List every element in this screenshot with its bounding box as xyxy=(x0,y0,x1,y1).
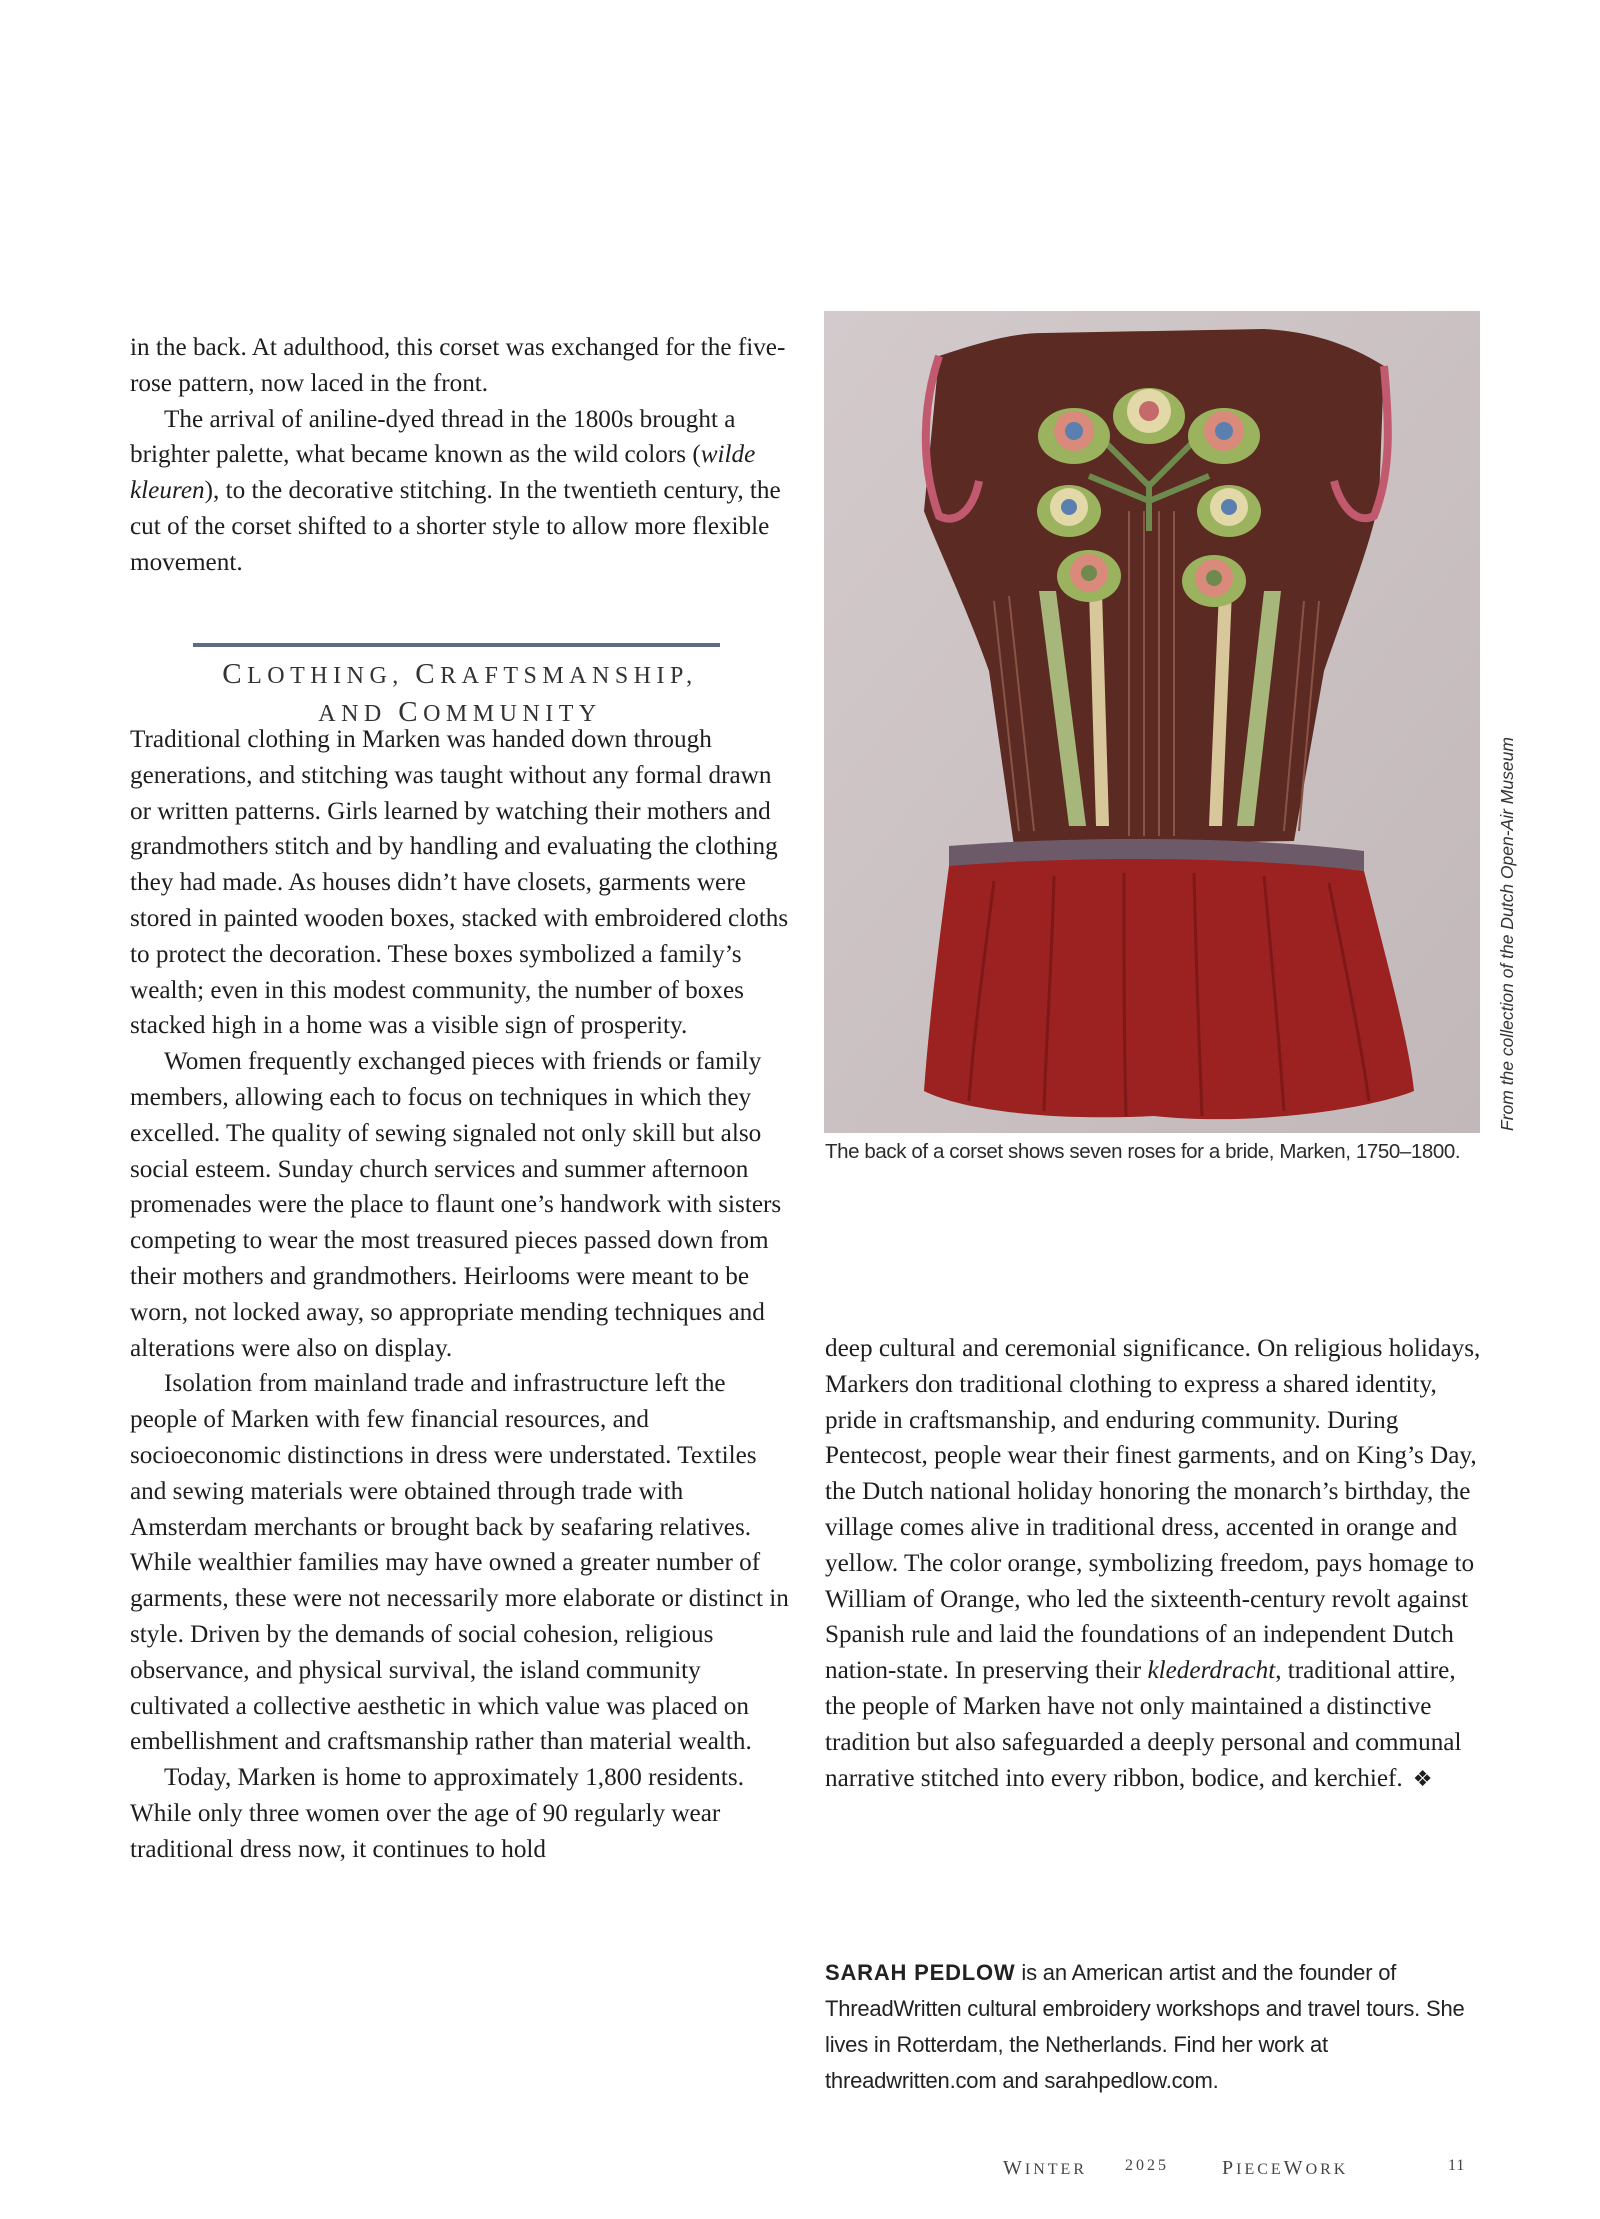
paragraph xyxy=(825,1331,1485,1797)
paragraph-text: The arrival of aniline-dyed thread in the 1800s brought a brighter palette, what became known as the wild colors ( xyxy=(130,405,736,469)
italic-term: wilde kleuren xyxy=(130,441,756,505)
photo-caption: The back of a corset shows seven roses for a bride, Marken, 1750–1800. xyxy=(825,1140,1461,1163)
left-column-top xyxy=(130,330,790,581)
bio-text: is an American artist and the founder of ThreadWritten cultural embroidery workshops and travel tours. She lives in Rotterdam, the Netherlands. Find her work at threadwritten.com and sarahpedlow.com. xyxy=(825,1960,1465,2093)
paragraph-text: , traditional attire, the people of Marken have not only maintained a distinctive tradition but also safeguarded a deeply personal and communal narrative stitched into every ribbon, bodice, and kerchief. xyxy=(825,1657,1462,1792)
heading-text: LOTHING, xyxy=(247,663,416,689)
right-column-main xyxy=(825,1331,1485,1797)
heading-initial: C xyxy=(415,658,441,690)
section-heading xyxy=(130,656,790,732)
heading-initial: C xyxy=(222,658,248,690)
left-column-main xyxy=(130,722,790,1868)
paragraph: Traditional clothing in Marken was handed down through generations, and stitching was taught without any formal drawn or written patterns. Girls learned by watching their mothers and grandmothers stitch and by handling and evaluating the clothing they had made. As houses didn’t have closets, garments were stored in painted wooden boxes, stacked with embroidered cloths to protect the decoration. These boxes symbolized a family’s wealth; even in this modest community, the number of boxes stacked high in a home was a visible sign of prosperity. xyxy=(130,726,789,1040)
heading-text: RAFTSMANSHIP, xyxy=(440,663,698,689)
folio-year: 2025 xyxy=(1125,2157,1169,2174)
folio-initial: W xyxy=(1003,2157,1025,2179)
corset-illustration xyxy=(824,311,1480,1133)
paragraph-text: deep cultural and ceremonial significance. On religious holidays, Markers don traditional clothing to express a shared identity, pride in craftsmanship, and enduring community. During Pentecost, people wear their finest garments, and on King’s Day, the Dutch national holiday honoring the monarch’s birthday, the village comes alive in traditional dress, accented in orange and yellow. The color orange, symbolizing freedom, pays homage to William of Orange, who led the sixteenth-century revolt against Spanish rule and laid the foundations of an independent Dutch nation-state. In preserving their xyxy=(825,1335,1481,1685)
folio-season xyxy=(1003,2157,1087,2180)
paragraph: Isolation from mainland trade and infrastructure left the people of Marken with few financial resources, and socioeconomic distinctions in dress were understated. Textiles and sewing materials were obtained through trade with Amsterdam merchants or brought back by seafaring relatives. While wealthier families may have owned a greater number of garments, these were not necessarily more elaborate or distinct in style. Driven by the demands of social cohesion, religious observance, and physical survival, the island community cultivated a collective aesthetic in which value was placed on embellishment and craftsmanship rather than material wealth. xyxy=(130,1370,789,1756)
bio-paragraph xyxy=(825,1955,1505,2099)
heading-initial: C xyxy=(398,696,424,728)
paragraph: Women frequently exchanged pieces with friends or family members, allowing each to focus on techniques in which they excelled. The quality of sewing signaled not only skill but also social esteem. Sunday church services and summer afternoon promenades were the place to flaunt one’s handwork with sisters competing to wear the most treasured pieces passed down from their mothers and grandmothers. Heirlooms were meant to be worn, not locked away, so appropriate mending techniques and alterations were also on display. xyxy=(130,1048,782,1362)
folio-text: INTER xyxy=(1024,2161,1087,2178)
heading-line-1 xyxy=(130,656,790,694)
paragraph: Today, Marken is home to approximately 1,800 residents. While only three women over the age of 90 regularly wear traditional dress now, it continues to hold xyxy=(130,1764,744,1863)
paragraph xyxy=(130,402,790,581)
end-mark-icon: ❖ xyxy=(1412,1766,1433,1792)
folio-initial: P xyxy=(1222,2157,1237,2179)
italic-term: klederdracht xyxy=(1147,1657,1276,1685)
section-rule xyxy=(193,643,720,647)
heading-text: OMMUNITY xyxy=(423,701,602,727)
photo-credit: From the collection of the Dutch Open-Air Museum xyxy=(1497,737,1517,1131)
folio-text: ORK xyxy=(1305,2161,1349,2178)
folio-initial: W xyxy=(1283,2157,1306,2179)
paragraph-text: ), to the decorative stitching. In the twentieth century, the cut of the corset shifted to a shorter style to allow more flexible movement. xyxy=(130,477,781,576)
author-name: SARAH PEDLOW xyxy=(825,1960,1016,1985)
paragraph: in the back. At adulthood, this corset was exchanged for the five-rose pattern, now laced in the front. xyxy=(130,334,786,397)
folio-magazine xyxy=(1222,2157,1348,2180)
heading-text: AND xyxy=(318,701,399,727)
author-bio xyxy=(825,1955,1505,2099)
folio-text: IECE xyxy=(1236,2161,1284,2178)
corset-photo xyxy=(824,311,1480,1133)
page-number: 11 xyxy=(1448,2157,1466,2174)
